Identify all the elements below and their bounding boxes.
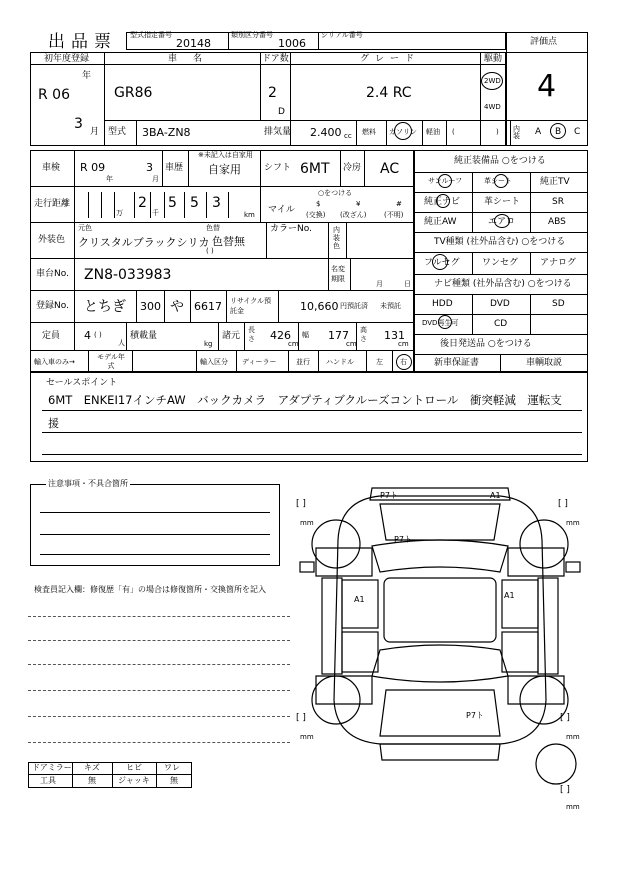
tire-bracket-fl: [ ] — [296, 499, 306, 509]
mileage-sen-unit: 千 — [152, 209, 159, 217]
type-designation-value: 20148 — [176, 37, 211, 50]
first-reg-year: R 06 — [38, 87, 70, 103]
door-type: D — [278, 107, 285, 117]
sales-label: セールスポイント — [46, 378, 118, 388]
handle-right: 右 — [400, 358, 407, 366]
chassis-label: 車台No. — [36, 269, 69, 279]
capacity-value: 4 — [84, 329, 91, 342]
width-unit: cm — [346, 340, 357, 348]
equip-genuine-tv: 純正TV — [540, 177, 570, 187]
reg-number: 6617 — [194, 300, 222, 313]
equip-genuine-aw: 純正AW — [424, 217, 457, 227]
navi-label: ナビ種類 (社外品含む) ○をつける — [434, 279, 572, 289]
mileage-option-unknown-sym: # — [396, 200, 402, 208]
mileage-digit-6: 3 — [212, 195, 221, 211]
width-label: 幅 — [302, 331, 309, 339]
sales-line-2: 援 — [48, 417, 59, 430]
shift-value: 6MT — [300, 161, 330, 177]
navi-dvd-playback: DVD再生可 — [422, 319, 459, 327]
original-color-label: 元色 — [78, 224, 92, 232]
drive-2wd-circle — [481, 72, 503, 90]
tire-unit-spare: mm — [566, 803, 580, 811]
tv-analog: アナログ — [540, 258, 577, 268]
load-unit: kg — [204, 340, 213, 348]
model-value: 3BA-ZN8 — [142, 126, 191, 139]
doors-value: 2 — [268, 85, 277, 101]
name-change-label: 名変期限 — [331, 265, 345, 283]
post-label: 後日発送品 ○をつける — [440, 339, 532, 349]
reg-class: 300 — [140, 300, 161, 313]
acc-scratch: キズ — [84, 763, 100, 772]
usage-note: ※未記入は自家用 — [198, 151, 253, 159]
interior-color-label: 内装色 — [333, 226, 340, 250]
chassis-value: ZN8-033983 — [84, 267, 172, 283]
tire-bracket-spare: [ ] — [560, 785, 570, 795]
length-label: 長さ — [248, 326, 255, 343]
displacement-label: 排気量 — [264, 127, 292, 137]
recycle-amount: 10,660 — [300, 300, 339, 313]
mileage-digit-4: 5 — [168, 195, 177, 211]
navi-dvd-playback-circle — [438, 315, 452, 329]
tire-unit-rl: mm — [300, 733, 314, 741]
ac-value: AC — [380, 161, 400, 177]
mileage-option-exchange: (交換) — [306, 211, 326, 219]
post-manual: 車輌取説 — [526, 358, 563, 368]
color-change-label: 色替 — [206, 224, 220, 232]
import-label: 輸入車のみ→ — [34, 358, 75, 366]
load-label: 積載量 — [130, 331, 158, 341]
category-label: 類別区分番号 — [231, 31, 273, 39]
category-value: 1006 — [278, 37, 306, 50]
recycle-unpaid: 未預託 — [380, 302, 401, 310]
mark-left-door: A1 — [354, 595, 365, 604]
reg-label: 登録No. — [36, 301, 69, 311]
navi-sd: SD — [552, 299, 565, 309]
inspection-month-unit: 月 — [152, 175, 159, 183]
fuel-gasoline: ガソリン — [389, 128, 417, 136]
acc-break: ワレ — [164, 763, 180, 772]
mileage-option-altered: (改ざん) — [340, 211, 367, 219]
tire-unit-fr: mm — [566, 519, 580, 527]
fuel-light-oil: 軽油 — [426, 128, 440, 136]
type-designation-label: 型式指定番号 — [130, 31, 172, 39]
fuel-paren-open: ( — [452, 128, 455, 136]
capacity-unit: 人 — [118, 339, 125, 347]
first-reg-month-unit: 月 — [90, 127, 100, 137]
drive-2wd: 2WD — [484, 77, 501, 85]
capacity-label: 定員 — [42, 331, 61, 341]
interior-b: B — [555, 127, 562, 137]
equip-genuine-navi: 純正ナビ — [424, 197, 461, 207]
displacement-value: 2.400 — [310, 126, 342, 139]
page-title: 出品票 — [48, 32, 117, 52]
mileage-option-altered-sym: ¥ — [356, 200, 361, 208]
drive-label: 駆動 — [484, 54, 503, 64]
equip-sunroof-circle — [438, 174, 452, 188]
recycle-status: 円預託済 — [340, 302, 368, 310]
grade-label: グレード — [360, 54, 421, 64]
equip-leather: 革シート — [484, 177, 512, 185]
doors-label: ドア数 — [262, 54, 289, 64]
reg-kana: や — [170, 299, 184, 315]
model-label: 型式 — [108, 127, 127, 137]
tv-fullseg-circle — [432, 254, 448, 270]
equip-leather-circle — [494, 174, 508, 188]
sales-line-1: 6MT ENKEI17インチAW バックカメラ アダプティブクルーズコントロール 衝突軽減 運転支 — [48, 393, 562, 407]
score-value: 4 — [537, 69, 557, 104]
handle-left: 左 — [376, 358, 383, 366]
usage-label: 車歴 — [165, 163, 184, 173]
height-value: 131 — [384, 329, 405, 342]
displacement-unit: cc — [344, 132, 352, 140]
exterior-color-label: 外装色 — [38, 235, 66, 245]
tire-bracket-fr: [ ] — [558, 499, 568, 509]
acc-door-mirror: ドアミラー — [32, 763, 72, 772]
inspection-label: 車検 — [42, 163, 61, 173]
tv-oneseg: ワンセグ — [482, 258, 519, 268]
mileage-option-unknown: (不明) — [384, 211, 404, 219]
height-label: 高さ — [360, 326, 367, 343]
interior-label: 内装 — [513, 125, 520, 140]
mileage-label: 走行距離 — [34, 199, 71, 209]
post-warranty: 新車保証書 — [434, 358, 480, 368]
length-value: 426 — [270, 329, 291, 342]
mark-front-right: A1 — [490, 491, 501, 500]
interior-b-circle — [550, 123, 566, 139]
fuel-gasoline-circle — [394, 122, 412, 140]
genuine-label: 純正装備品 ○をつける — [454, 156, 546, 166]
equip-abs: ABS — [548, 217, 566, 227]
score-label: 評価点 — [530, 37, 558, 47]
notes-label: 注意事項・不具合箇所 — [48, 479, 128, 488]
name-change-month: 月 — [376, 280, 383, 288]
mileage-man-unit: 万 — [116, 209, 123, 217]
height-unit: cm — [398, 340, 409, 348]
mileage-digit-5: 5 — [190, 195, 199, 211]
inspector-label: 検査員記入欄：修復歴「有」の場合は修復箇所・交換箇所を記入 — [34, 585, 266, 594]
acc-crack: ヒビ — [126, 763, 142, 772]
mileage-option-label: ○をつける — [318, 189, 353, 197]
mileage-unit: km — [244, 211, 255, 219]
fuel-paren-close: ) — [496, 128, 499, 136]
name-change-day: 日 — [404, 280, 411, 288]
equip-aero-circle — [494, 214, 510, 228]
mark-right-door: A1 — [504, 591, 515, 600]
tv-label: TV種類 (社外品含む) ○をつける — [434, 237, 566, 247]
equip-sr: SR — [552, 197, 564, 207]
mileage-digit-3: 2 — [138, 195, 147, 211]
equip-sunroof: サンルーフ — [428, 177, 463, 185]
first-reg-month: 3 — [74, 116, 83, 132]
first-reg-label: 初年度登録 — [44, 54, 90, 64]
mark-rear-bumper: P7ト — [466, 711, 484, 720]
ac-label: 冷房 — [343, 163, 362, 173]
mileage-option-mile: マイル — [268, 205, 295, 215]
interior-c: C — [574, 127, 581, 137]
first-reg-year-unit: 年 — [82, 71, 92, 81]
shift-label: シフト — [264, 163, 292, 173]
acc-jack: ジャッキ — [118, 776, 150, 785]
color-change-value: 色替無 — [212, 235, 245, 248]
fuel-label: 燃料 — [362, 128, 376, 136]
import-parallel: 並行 — [296, 358, 310, 366]
tire-bracket-rr: [ ] — [560, 713, 570, 723]
recycle-label: リサイクル預託金 — [230, 297, 272, 315]
navi-cd: CD — [494, 319, 508, 329]
car-name: GR86 — [114, 85, 153, 101]
color-no-label: カラーNo. — [270, 224, 312, 234]
handle-label: ハンドル — [326, 358, 354, 366]
acc-jack-value: 無 — [170, 776, 178, 785]
tire-unit-fl: mm — [300, 519, 314, 527]
inspection-year-unit: 年 — [106, 175, 113, 183]
tv-fullseg: フルセグ — [424, 258, 460, 268]
mark-hood: P7ト — [394, 535, 412, 544]
import-dealer: ディーラー — [242, 358, 277, 366]
length-unit: cm — [288, 340, 299, 348]
interior-a: A — [535, 127, 542, 137]
handle-right-circle — [396, 354, 412, 370]
width-value: 177 — [328, 329, 349, 342]
capacity-paren: ( ) — [94, 331, 102, 339]
tire-unit-rr: mm — [566, 733, 580, 741]
dims-label: 諸元 — [222, 331, 241, 341]
import-class-label: 輸入区分 — [200, 358, 228, 366]
original-color-value: クリスタルブラックシリカ — [78, 236, 210, 249]
acc-tools-value: 無 — [88, 776, 96, 785]
acc-tools: 工具 — [40, 776, 56, 785]
equip-leather-seat: 革シート — [484, 197, 521, 207]
car-name-label: 車名 — [168, 54, 219, 64]
inspection-year: R 09 — [80, 161, 106, 174]
mark-front-bumper: P7ト — [380, 491, 398, 500]
color-change-paren: ( ) — [206, 247, 214, 255]
usage-value: 自家用 — [208, 163, 241, 176]
mileage-option-exchange-sym: $ — [316, 200, 321, 208]
serial-label: シリアル番号 — [321, 31, 363, 39]
model-year-label: モデル年式 — [97, 353, 125, 370]
inspection-month: 3 — [146, 161, 153, 174]
tire-bracket-rl: [ ] — [296, 713, 306, 723]
equip-navi-circle — [436, 194, 450, 208]
equip-aero: エアロ — [488, 217, 516, 227]
navi-hdd: HDD — [432, 299, 453, 309]
grade-value: 2.4 RC — [366, 85, 412, 101]
drive-4wd: 4WD — [484, 103, 501, 111]
car-diagram — [290, 480, 590, 800]
navi-dvd: DVD — [490, 299, 510, 309]
reg-area: とちぎ — [84, 299, 126, 315]
